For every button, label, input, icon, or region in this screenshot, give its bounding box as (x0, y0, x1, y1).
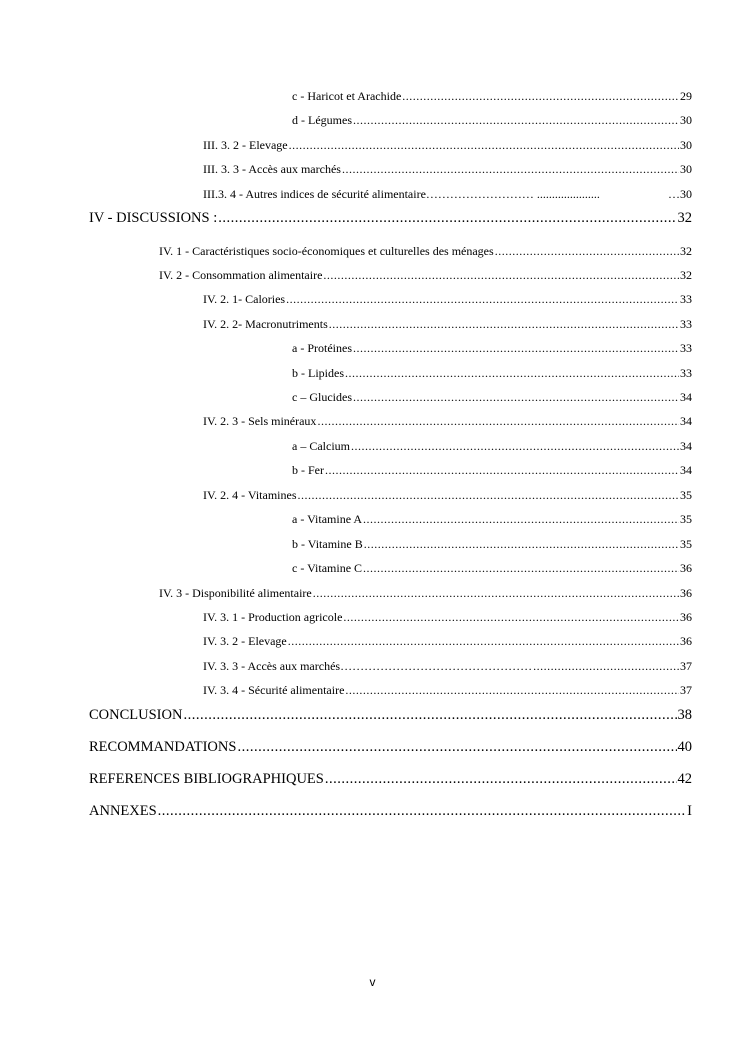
toc-entry-label: IV. 2. 1- Calories (203, 292, 286, 306)
toc-leader (317, 414, 679, 429)
toc-entry-label: a - Protéines (292, 341, 352, 355)
toc-leader (353, 341, 679, 356)
toc-leader (289, 138, 679, 153)
toc-leader (353, 113, 679, 128)
toc-page-number: 30 (680, 162, 692, 176)
toc-entry-securite-alimentaire[interactable] (203, 683, 692, 698)
toc-leader (286, 292, 679, 307)
toc-entry-annexes[interactable] (89, 803, 692, 820)
toc-entry-label: a - Vitamine A (292, 512, 363, 526)
toc-leader (345, 683, 679, 698)
toc-entry-label: III.3. 4 - Autres indices de sécurité alimentaire……………………… ..................... (203, 187, 600, 201)
toc-page-number: …30 (668, 187, 692, 201)
toc-leader (363, 561, 679, 576)
toc-entry-label: IV. 3 - Disponibilité alimentaire (159, 586, 312, 600)
toc-page-number: 36 (680, 634, 692, 648)
toc-entry-haricot-arachide[interactable] (292, 89, 692, 104)
toc-entry-label: III. 3. 3 - Accès aux marchés (203, 162, 341, 176)
toc-entry-vitamine-b[interactable] (292, 537, 692, 552)
toc-leader (183, 707, 676, 724)
toc-entry-lipides[interactable] (292, 366, 692, 381)
toc-page-number: 34 (680, 439, 692, 453)
toc-page-number: 38 (677, 707, 692, 723)
toc-entry-proteines[interactable] (292, 341, 692, 356)
toc-entry-vitamine-c[interactable] (292, 561, 692, 576)
toc-entry-vitamine-a[interactable] (292, 512, 692, 527)
toc-page-number: 34 (680, 414, 692, 428)
toc-entry-label: IV. 3. 4 - Sécurité alimentaire (203, 683, 345, 697)
toc-entry-acces-marches-iii[interactable] (203, 162, 692, 177)
toc-page-number: 33 (680, 317, 692, 331)
toc-leader (325, 463, 679, 478)
toc-leader (402, 89, 679, 104)
toc-page-number: 37 (680, 683, 692, 697)
toc-entry-recommandations[interactable] (89, 739, 692, 756)
toc-page-number: 30 (680, 113, 692, 127)
toc-page-number: 36 (680, 561, 692, 575)
toc-page-number: 36 (680, 586, 692, 600)
toc-leader (533, 659, 679, 674)
toc-entry-production-agricole[interactable] (203, 610, 692, 625)
toc-entry-vitamines[interactable] (203, 488, 692, 503)
toc-page-number: 29 (680, 89, 692, 103)
toc-leader (313, 586, 679, 601)
toc-page-number: I (687, 803, 692, 819)
toc-page-number: 37 (680, 659, 692, 673)
toc-page-number: 33 (680, 341, 692, 355)
toc-leader (298, 488, 680, 503)
toc-leader (351, 439, 679, 454)
toc-entry-label: ANNEXES (89, 803, 157, 819)
toc-entry-label: III. 3. 2 - Elevage (203, 138, 288, 152)
toc-entry-label: b - Vitamine B (292, 537, 363, 551)
toc-entry-elevage-iii[interactable] (203, 138, 692, 153)
toc-entry-acces-marches-iv[interactable] (203, 659, 692, 674)
toc-entry-elevage-iv[interactable] (203, 634, 692, 649)
toc-page-number: 35 (680, 537, 692, 551)
toc-entry-conclusion[interactable] (89, 707, 692, 724)
toc-entry-glucides[interactable] (292, 390, 692, 405)
toc-leader (237, 739, 676, 756)
toc-leader (343, 610, 679, 625)
toc-leader (288, 634, 679, 649)
toc-entry-label: d - Légumes (292, 113, 352, 127)
toc-entry-macronutriments[interactable] (203, 317, 692, 332)
toc-entry-calcium[interactable] (292, 439, 692, 454)
toc-leader (342, 162, 679, 177)
toc-leader (364, 537, 679, 552)
toc-entry-autres-indices[interactable] (203, 187, 692, 202)
toc-page-number: 32 (680, 244, 692, 258)
toc-page-number: 30 (680, 138, 692, 152)
toc-entry-label: IV. 2. 2- Macronutriments (203, 317, 328, 331)
toc-page-number: 32 (677, 210, 692, 226)
toc-entry-label: c – Glucides (292, 390, 352, 404)
toc-entry-label: REFERENCES BIBLIOGRAPHIQUES (89, 771, 324, 787)
toc-page-number: 32 (680, 268, 692, 282)
toc-entry-label: CONCLUSION (89, 707, 183, 723)
toc-page-number: 34 (680, 390, 692, 404)
toc-entry-label: IV. 3. 1 - Production agricole (203, 610, 343, 624)
toc-entry-references[interactable] (89, 771, 692, 788)
toc-entry-fer[interactable] (292, 463, 692, 478)
toc-page-number: 42 (677, 771, 692, 787)
toc-leader (345, 366, 679, 381)
toc-page-number: 35 (680, 488, 692, 502)
toc-entry-consommation[interactable] (159, 268, 692, 283)
toc-entry-caracteristiques[interactable] (159, 244, 692, 259)
toc-leader (353, 390, 679, 405)
toc-leader (323, 268, 679, 283)
toc-page-number: 33 (680, 292, 692, 306)
toc-entry-disponibilite[interactable] (159, 586, 692, 601)
toc-entry-label: IV. 2. 4 - Vitamines (203, 488, 297, 502)
page-number-footer: v (369, 975, 376, 989)
toc-leader (495, 244, 679, 259)
toc-entry-legumes[interactable] (292, 113, 692, 128)
toc-page-number: 36 (680, 610, 692, 624)
toc-entry-label: IV. 1 - Caractéristiques socio-économiques et culturelles des ménages (159, 244, 494, 258)
toc-entry-label: c - Haricot et Arachide (292, 89, 402, 103)
toc-entry-discussions[interactable] (89, 210, 692, 227)
toc-leader (158, 803, 686, 820)
toc-page-number: 35 (680, 512, 692, 526)
toc-entry-calories[interactable] (203, 292, 692, 307)
toc-entry-label: IV - DISCUSSIONS : (89, 210, 218, 226)
toc-entry-label: b - Lipides (292, 366, 344, 380)
toc-entry-label: c - Vitamine C (292, 561, 363, 575)
toc-entry-label: RECOMMANDATIONS (89, 739, 237, 755)
toc-entry-label: IV. 3. 3 - Accès aux marchés………………………………………… (203, 659, 533, 673)
toc-entry-sels-mineraux[interactable] (203, 414, 692, 429)
toc-entry-label: IV. 3. 2 - Elevage (203, 634, 287, 648)
toc-leader (325, 771, 677, 788)
toc-page-number: 33 (680, 366, 692, 380)
toc-leader (363, 512, 679, 527)
toc-entry-label: b - Fer (292, 463, 324, 477)
toc-leader (329, 317, 679, 332)
toc-page-number: 34 (680, 463, 692, 477)
toc-leader (218, 210, 676, 227)
toc-entry-label: IV. 2 - Consommation alimentaire (159, 268, 323, 282)
toc-page-number: 40 (677, 739, 692, 755)
toc-entry-label: a – Calcium (292, 439, 350, 453)
toc-entry-label: IV. 2. 3 - Sels minéraux (203, 414, 317, 428)
